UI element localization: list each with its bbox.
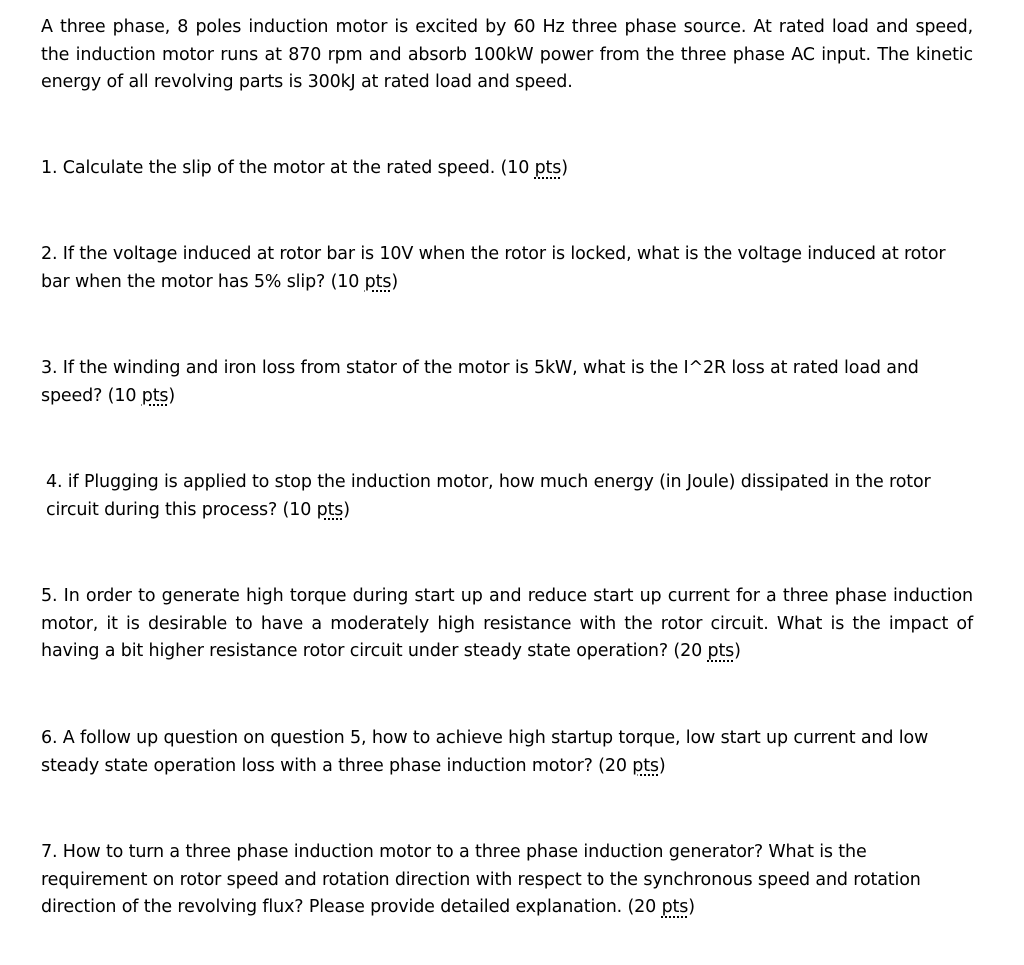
question-4-close: ) bbox=[343, 499, 350, 520]
question-4-points-label: pts bbox=[316, 499, 344, 520]
question-3-text: 3. If the winding and iron loss from stator of the motor is 5kW, what is the I^2R loss at rated load and speed? (10 bbox=[41, 358, 919, 406]
question-5 bbox=[41, 583, 973, 666]
problem-statement: A three phase, 8 poles induction motor is excited by 60 Hz three phase source. At rated load and speed, the induction motor runs at 870 rpm and absorb 100kW power from the three phase AC input. The kinetic energy of all revolving parts is 300kJ at rated load and speed. bbox=[41, 17, 973, 92]
question-7 bbox=[41, 839, 973, 922]
question-7-close: ) bbox=[688, 897, 695, 917]
question-1-close: ) bbox=[561, 158, 568, 178]
question-3 bbox=[41, 355, 973, 410]
question-5-text: 5. In order to generate high torque during start up and reduce start up current for a three phase induction motor, it is desirable to have a moderately high resistance with the rotor circuit. What is the impact of having a bit higher resistance rotor circuit under steady state operation? (20 bbox=[41, 586, 973, 661]
question-4-text: 4. if Plugging is applied to stop the induction motor, how much energy (in Joule) dissipated in the rotor circuit during this process? (10 bbox=[46, 472, 931, 520]
question-6-points-label: pts bbox=[632, 755, 659, 776]
question-6-close: ) bbox=[658, 755, 666, 776]
question-5-close: ) bbox=[734, 641, 741, 661]
question-2-text: 2. If the voltage induced at rotor bar is 10V when the rotor is locked, what is the voltage induced at rotor bar when the motor has 5% slip? (10 bbox=[41, 244, 946, 292]
question-2-close: ) bbox=[391, 271, 398, 292]
question-7-points-label: pts bbox=[661, 897, 689, 917]
question-7-text: 7. How to turn a three phase induction motor to a three phase induction generator? What is the requirement on rotor speed and rotation direction with respect to the synchronous speed and rotation direction of the revolving flux? Please provide detailed explanation. (20 bbox=[41, 842, 921, 917]
question-4 bbox=[46, 469, 973, 524]
question-2 bbox=[41, 241, 973, 296]
question-3-points-label: pts bbox=[141, 385, 169, 406]
question-1-text: 1. Calculate the slip of the motor at the rated speed. (10 bbox=[41, 158, 535, 178]
question-2-points-label: pts bbox=[364, 271, 392, 292]
question-6-text: 6. A follow up question on question 5, how to achieve high startup torque, low start up current and low steady state operation loss with a three phase induction motor? (20 bbox=[41, 728, 929, 776]
question-6 bbox=[41, 725, 973, 780]
question-3-close: ) bbox=[168, 385, 176, 406]
question-1-points-label: pts bbox=[534, 158, 562, 178]
question-1 bbox=[41, 155, 973, 183]
question-5-points-label: pts bbox=[707, 641, 735, 661]
